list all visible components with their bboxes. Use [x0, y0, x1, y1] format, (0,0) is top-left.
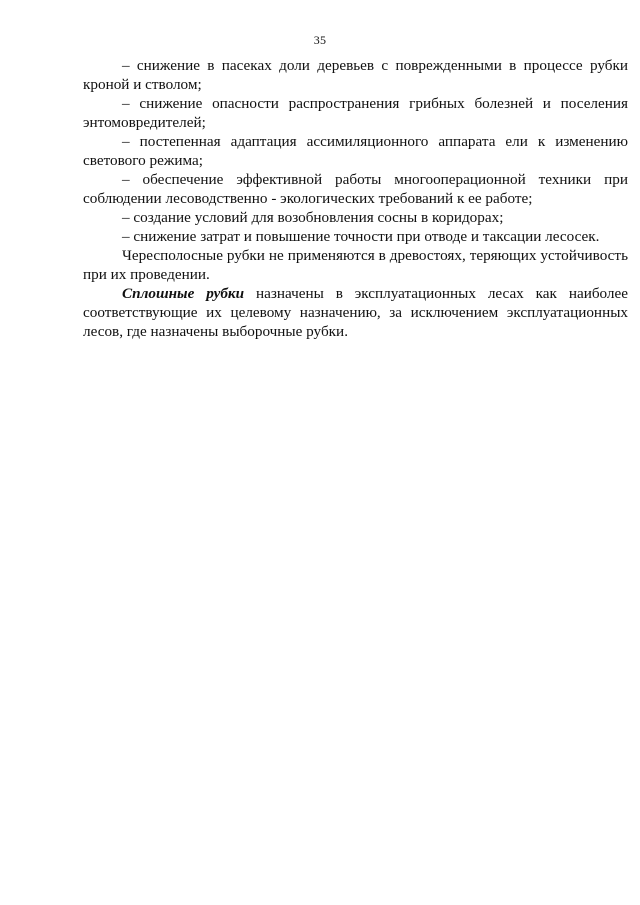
- list-item-machinery-efficiency: – обеспечение эффективной работы многооперационной техники при соблюдении лесоводственно - экологических требований к ее работе;: [83, 171, 628, 207]
- clear-cutting-term: Сплошные рубки: [122, 285, 245, 302]
- list-item-cost-reduction: – снижение затрат и повышение точности при отводе и таксации лесосек.: [122, 228, 600, 245]
- list-item-disease-risk: – снижение опасности распространения грибных болезней и поселения энтомовредителей;: [83, 95, 628, 131]
- list-item-spruce-adaptation: – постепенная адаптация ассимиляционного аппарата ели к изменению светового режима;: [83, 133, 628, 169]
- clear-cutting-description: назначены в эксплуатационных лесах как наиболее соответствующие их целевому назначению, за исключением эксплуатационных лесов, где назначены выборочные рубки.: [83, 285, 628, 340]
- list-item-damage-reduction: – снижение в пасеках доли деревьев с поврежденными в процессе рубки кроной и стволом;: [83, 57, 628, 93]
- page-content: [83, 56, 628, 341]
- list-item-pine-regeneration: – создание условий для возобновления сосны в коридорах;: [122, 209, 504, 226]
- paragraph-strip-cutting: Чересполосные рубки не применяются в древостоях, теряющих устойчивость при их проведении.: [83, 247, 628, 283]
- paragraph-clear-cutting: [83, 284, 628, 341]
- page-number: 35: [313, 33, 327, 47]
